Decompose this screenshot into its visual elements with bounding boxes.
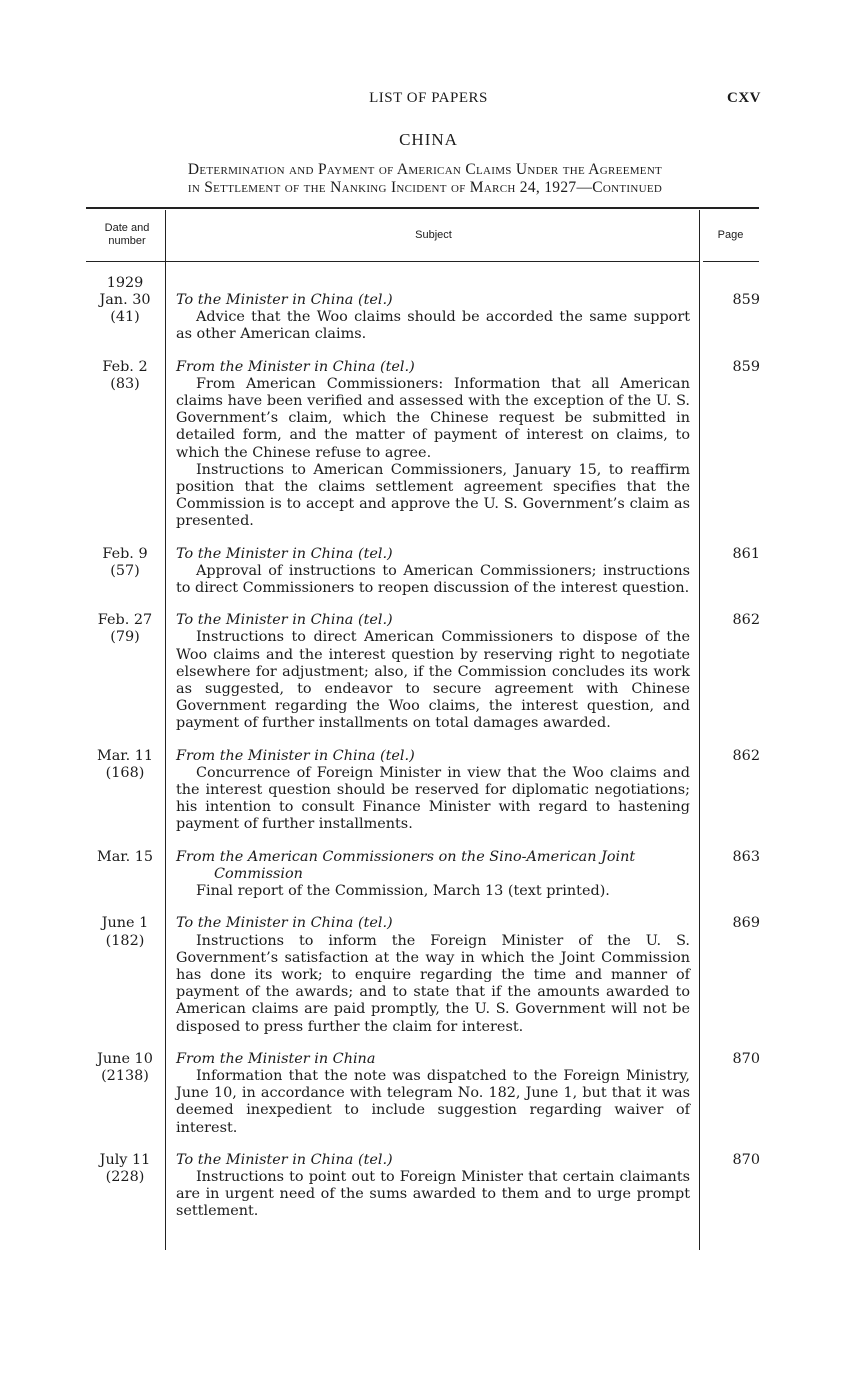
header-rule (86, 261, 168, 262)
entry-date-cell (86, 1051, 164, 1085)
entry-date: Feb. 2 (102, 358, 148, 375)
entry-date: Mar. 15 (96, 848, 154, 865)
paper-entry (86, 1152, 759, 1221)
entry-paragraph: Instructions to direct American Commissioners to dispose of the Woo claims and the interest question by reserving right to negotiate elsewhere for adjustment; also, if the Commission concludes its work as suggested, to endeavor to secure agreement with Chinese Government regarding the Woo claims, the interest question, and payment of further installments on total damages awarded. (176, 629, 690, 732)
entry-heading-text: From the Minister in China (tel.) (176, 747, 415, 764)
entry-heading-text: To the Minister in China (tel.) (176, 292, 393, 308)
entry-page: 869 (732, 915, 760, 932)
entry-subject (176, 546, 690, 598)
entry-heading (176, 748, 690, 765)
paper-entry (86, 849, 759, 901)
entry-number: (83) (110, 375, 140, 392)
entry-heading-text: To the Minister in China (tel.) (176, 915, 393, 932)
paper-entry (86, 359, 759, 531)
entry-page: 859 (732, 292, 760, 308)
entry-paragraph: Instructions to inform the Foreign Minister of the U. S. Government’s satisfaction at the way in which the Joint Commission has done its work; to enquire regarding the time and manner of payment of the awards; and to state that if the amounts awarded to American claims are paid promptly, the U. S. Government will not be disposed to press further the claim for interest. (176, 932, 690, 1035)
entry-page: 870 (732, 1151, 760, 1168)
entry-page: 870 (732, 1050, 760, 1067)
entry-number: (57) (110, 562, 140, 579)
entry-number: (168) (105, 764, 145, 781)
paper-entry (86, 275, 759, 344)
entry-date-cell (86, 546, 164, 580)
running-head-title: LIST OF PAPERS (369, 90, 488, 106)
entry-date-cell (86, 748, 164, 782)
entry-date-cell (86, 359, 164, 393)
entry-subject (176, 612, 690, 732)
paper-entry (86, 546, 759, 598)
header-page: Page (717, 229, 744, 241)
entry-subject (176, 275, 690, 344)
entry-date-cell (86, 612, 164, 646)
entry-paragraph: Instructions to American Commissioners, January 15, to reaffirm position that the claims settlement agreement specifies that the Commission is to accept and approve the U. S. Government’s claim as presented. (176, 461, 690, 530)
header-subject: Subject (415, 229, 452, 241)
entry-page: 859 (732, 358, 760, 375)
entry-heading (176, 1051, 690, 1068)
entry-heading-text: From the American Commissioners on the Sino-American Joint (176, 848, 636, 865)
entry-subject (176, 359, 690, 531)
entry-paragraph: Final report of the Commission, March 13 (text printed). (196, 883, 610, 900)
entry-date: Feb. 9 (102, 545, 148, 562)
entry-paragraph: From American Commissioners: Information that all American claims have been verified and assessed with the exception of the U. S. Government’s claim, which the Chinese request be submitted in detailed form, and the matter of payment of interest on claims, to which the Chinese refuse to agree. (176, 375, 690, 461)
section-title-line-2: in Settlement of the Nanking Incident of March 24, 1927—Continued (187, 179, 663, 196)
entry-date: July 11 (99, 1151, 151, 1168)
entry-date: Feb. 27 (97, 612, 153, 629)
entry-page: 863 (732, 848, 760, 865)
entry-paragraph: Approval of instructions to American Commissioners; instructions to direct Commissioners to reopen discussion of the interest question. (176, 562, 690, 597)
entry-heading-continuation: Commission (214, 865, 303, 882)
entry-number: (228) (105, 1168, 145, 1185)
entry-date: June 10 (97, 1050, 153, 1067)
entry-subject (176, 915, 690, 1035)
entry-heading (176, 359, 690, 376)
entry-heading (176, 849, 690, 883)
entry-number: (41) (110, 309, 140, 326)
entry-date: June 1 (101, 915, 149, 932)
paper-entry (86, 915, 759, 1035)
page-number: CXV (727, 90, 761, 106)
entry-page: 862 (732, 747, 760, 764)
entry-subject (176, 1051, 690, 1137)
paper-entry (86, 612, 759, 732)
entry-paragraph: Concurrence of Foreign Minister in view that the Woo claims and the interest question should be reserved for diplomatic negotiations; his intention to consult Finance Minister with regard to hastening payment of further installments. (176, 764, 690, 833)
entry-heading-text: To the Minister in China (tel.) (176, 1151, 393, 1168)
entry-page: 862 (732, 612, 760, 629)
entry-heading (176, 612, 690, 629)
entry-heading-text: From the Minister in China (176, 1050, 376, 1067)
header-rule (166, 261, 699, 262)
entry-date-cell (86, 915, 164, 949)
entry-subject (176, 849, 690, 901)
entry-number: (182) (105, 932, 145, 949)
section-title (80, 161, 770, 197)
table-header (86, 207, 759, 263)
paper-entry (86, 1051, 759, 1137)
entry-date-cell (86, 849, 164, 866)
entry-heading-text: To the Minister in China (tel.) (176, 545, 393, 562)
entry-date-cell (86, 275, 164, 327)
entry-date: Mar. 11 (96, 747, 154, 764)
entry-number: (79) (110, 629, 140, 646)
table-body (86, 275, 759, 1236)
entry-date-cell (86, 1152, 164, 1186)
entry-paragraph: Advice that the Woo claims should be accorded the same support as other American claims. (176, 309, 690, 343)
section-title-line-1: Determination and Payment of American Claims Under the Agreement (187, 161, 663, 178)
entry-heading (176, 546, 690, 563)
running-head (0, 90, 857, 112)
entry-heading-text: From the Minister in China (tel.) (176, 358, 415, 375)
entry-page: 861 (732, 545, 760, 562)
entry-subject (176, 1152, 690, 1221)
entry-subject (176, 748, 690, 834)
entry-heading (176, 915, 690, 932)
header-rule (703, 261, 759, 262)
header-date-number: Date and number (104, 222, 150, 247)
country-heading: CHINA (399, 130, 458, 149)
entry-heading-text: To the Minister in China (tel.) (176, 612, 393, 629)
paper-entry (86, 748, 759, 834)
entry-heading (176, 292, 690, 309)
entry-heading (176, 1152, 690, 1169)
entry-date: Jan. 30 (99, 292, 151, 309)
entry-year: 1929 (106, 275, 144, 291)
entry-number: (2138) (101, 1067, 149, 1084)
entry-paragraph: Information that the note was dispatched to the Foreign Ministry, June 10, in accordance with telegram No. 182, June 1, but that it was deemed inexpedient to include suggestion regarding waiver of interest. (176, 1067, 690, 1136)
entry-paragraph: Instructions to point out to Foreign Minister that certain claimants are in urgent need of the sums awarded to them and to urge prompt settlement. (176, 1168, 690, 1220)
